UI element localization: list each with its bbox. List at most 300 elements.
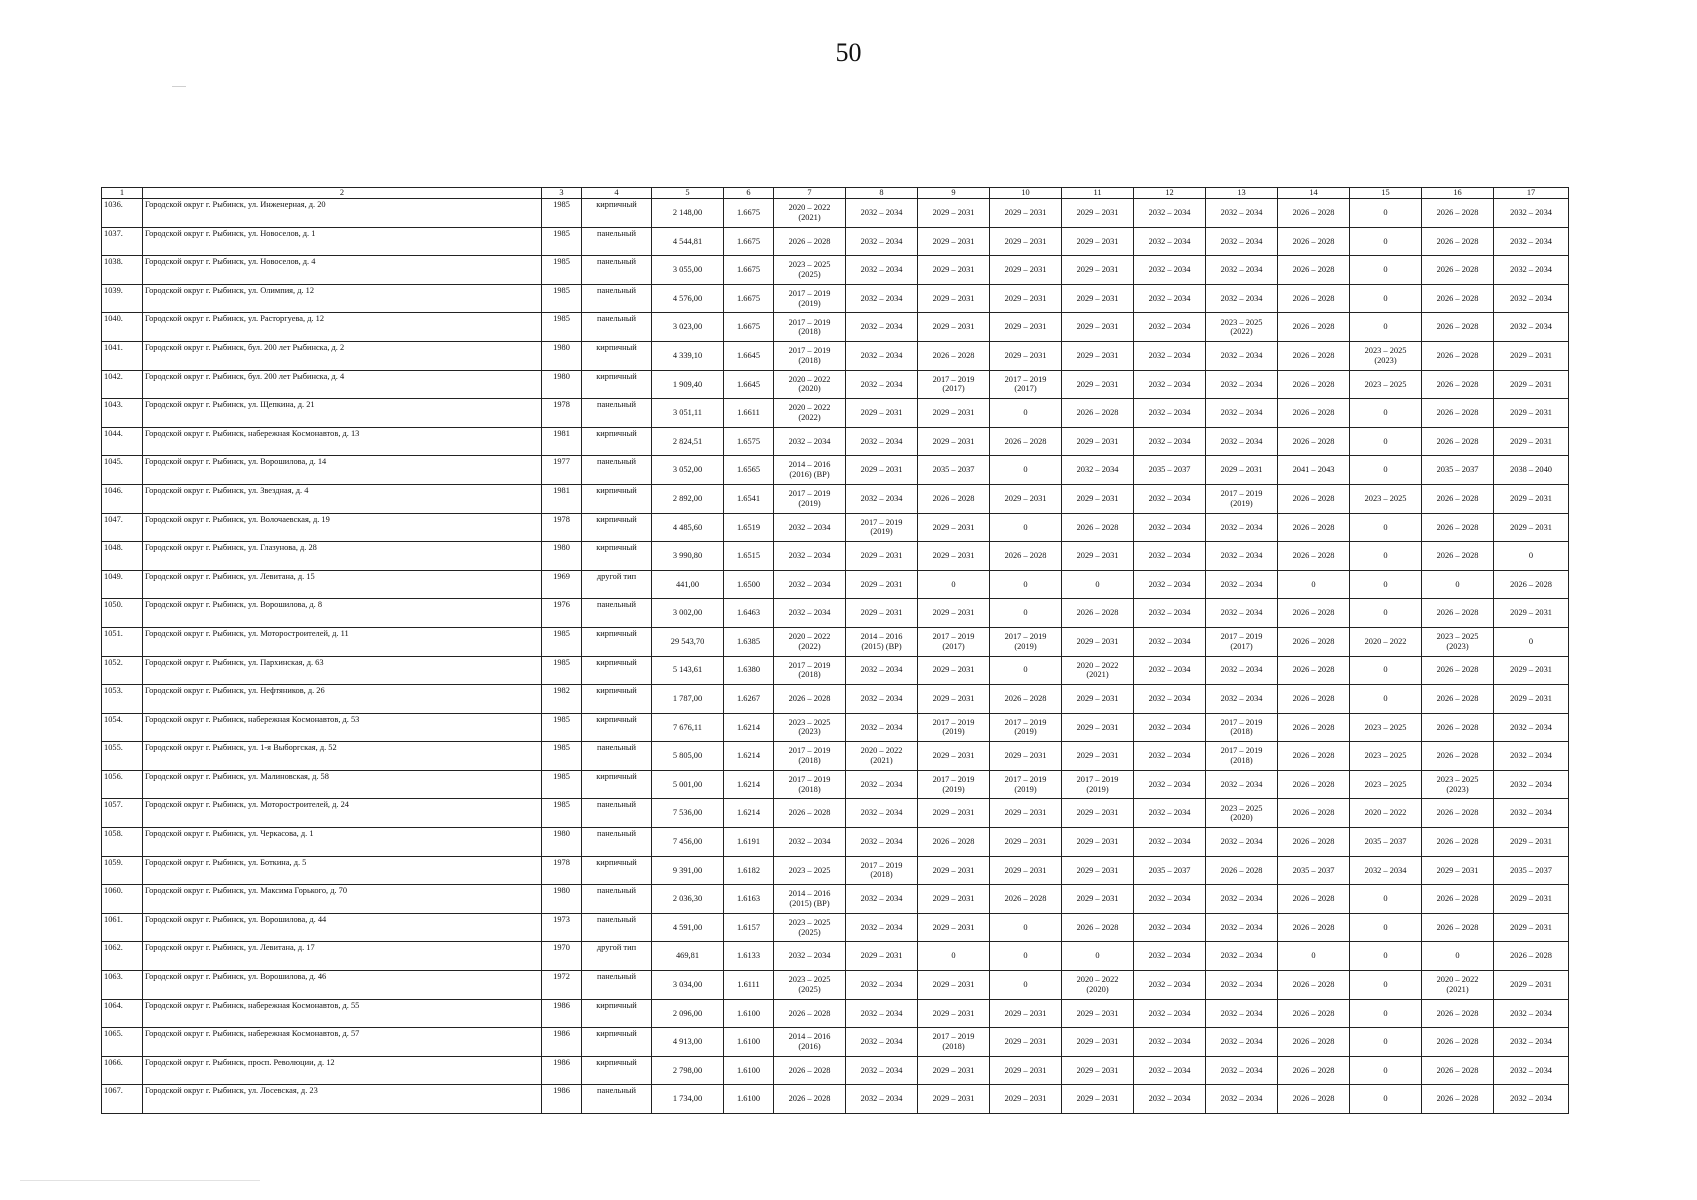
table-cell: 2029 – 2031 [990, 828, 1062, 857]
table-cell: 2032 – 2034 [1134, 227, 1206, 256]
table-cell: 2032 – 2034 [1134, 370, 1206, 399]
table-cell: 2032 – 2034 [1494, 284, 1569, 313]
table-cell: 469,81 [652, 942, 724, 971]
table-cell: 3 051,11 [652, 399, 724, 428]
table-cell: 1977 [542, 456, 582, 485]
column-header-15: 15 [1350, 188, 1422, 199]
table-cell: 1.6111 [724, 971, 774, 1000]
table-cell: 2032 – 2034 [1134, 885, 1206, 914]
table-cell: 2029 – 2031 [1494, 913, 1569, 942]
table-cell: 2017 – 2019 (2018) [774, 770, 846, 799]
table-cell: 2026 – 2028 [918, 484, 990, 513]
table-cell: 1049. [102, 570, 143, 599]
table-cell: 2026 – 2028 [990, 885, 1062, 914]
table-cell: 0 [990, 513, 1062, 542]
table-cell: 2026 – 2028 [1422, 713, 1494, 742]
table-cell: 1.6500 [724, 570, 774, 599]
table-cell: 0 [1350, 999, 1422, 1028]
table-cell: 2029 – 2031 [990, 284, 1062, 313]
table-cell: 1.6541 [724, 484, 774, 513]
table-cell: 2032 – 2034 [1206, 999, 1278, 1028]
table-cell: панельный [582, 313, 652, 342]
table-cell: 2032 – 2034 [1494, 999, 1569, 1028]
table-cell: 0 [1350, 1085, 1422, 1114]
table-cell: 1040. [102, 313, 143, 342]
table-row [102, 999, 1569, 1028]
table-row [102, 942, 1569, 971]
table-cell: 2026 – 2028 [1062, 599, 1134, 628]
table-cell: 1.6675 [724, 284, 774, 313]
table-cell: 1985 [542, 284, 582, 313]
table-cell: 2032 – 2034 [1134, 341, 1206, 370]
table-cell: Городской округ г. Рыбинск, ул. Звездная, д. 4 [143, 484, 542, 513]
table-cell: 2029 – 2031 [1494, 370, 1569, 399]
column-header-11: 11 [1062, 188, 1134, 199]
page-number: 50 [835, 38, 862, 67]
table-cell: 2032 – 2034 [1494, 1028, 1569, 1057]
table-cell: 1043. [102, 399, 143, 428]
table-cell: 1062. [102, 942, 143, 971]
table-cell: Городской округ г. Рыбинск, ул. 1-я Выборгская, д. 52 [143, 742, 542, 771]
table-cell: 2026 – 2028 [1422, 542, 1494, 571]
table-cell: 2026 – 2028 [1422, 313, 1494, 342]
table-cell: 1064. [102, 999, 143, 1028]
table-cell: 2026 – 2028 [990, 685, 1062, 714]
table-cell: 2026 – 2028 [1278, 1056, 1350, 1085]
table-cell: 2032 – 2034 [774, 828, 846, 857]
table-cell: панельный [582, 885, 652, 914]
table-cell: 2032 – 2034 [1134, 942, 1206, 971]
table-cell: 2032 – 2034 [846, 256, 918, 285]
table-cell: 2029 – 2031 [1494, 484, 1569, 513]
table-cell: 2032 – 2034 [1206, 1056, 1278, 1085]
table-cell: 2029 – 2031 [1062, 542, 1134, 571]
table-cell: 0 [1494, 542, 1569, 571]
table-cell: 2032 – 2034 [1206, 199, 1278, 228]
table-cell: 1980 [542, 542, 582, 571]
table-cell: 1038. [102, 256, 143, 285]
table-cell: 1.6267 [724, 685, 774, 714]
table-cell: 0 [1350, 599, 1422, 628]
table-cell: 2032 – 2034 [1206, 227, 1278, 256]
table-row [102, 828, 1569, 857]
table-cell: 2029 – 2031 [1062, 199, 1134, 228]
table-cell: 2032 – 2034 [1206, 828, 1278, 857]
table-cell: 1985 [542, 227, 582, 256]
table-row [102, 656, 1569, 685]
table-cell: 1.6380 [724, 656, 774, 685]
table-cell: 2029 – 2031 [1062, 828, 1134, 857]
table-cell: 2026 – 2028 [1278, 599, 1350, 628]
table-cell: 2026 – 2028 [774, 999, 846, 1028]
table-cell: 2029 – 2031 [918, 1056, 990, 1085]
table-cell: 1985 [542, 713, 582, 742]
table-cell: Городской округ г. Рыбинск, набережная Космонавтов, д. 57 [143, 1028, 542, 1057]
table-row [102, 885, 1569, 914]
table-cell: Городской округ г. Рыбинск, ул. Боткина, д. 5 [143, 856, 542, 885]
table-cell: 4 591,00 [652, 913, 724, 942]
table-cell: Городской округ г. Рыбинск, бул. 200 лет Рыбинска, д. 2 [143, 341, 542, 370]
table-cell: Городской округ г. Рыбинск, ул. Моторостроителей, д. 11 [143, 627, 542, 656]
table-row [102, 427, 1569, 456]
table-cell: 2017 – 2019 (2019) [846, 513, 918, 542]
table-cell: 2032 – 2034 [846, 341, 918, 370]
table-cell: 2029 – 2031 [990, 856, 1062, 885]
table-cell: 2032 – 2034 [1206, 399, 1278, 428]
table-cell: 29 543,70 [652, 627, 724, 656]
table-cell: 2029 – 2031 [918, 799, 990, 828]
table-cell: 1981 [542, 484, 582, 513]
table-cell: кирпичный [582, 685, 652, 714]
table-cell: 2032 – 2034 [1206, 971, 1278, 1000]
table-cell: 2026 – 2028 [1278, 770, 1350, 799]
table-cell: 2032 – 2034 [1134, 284, 1206, 313]
table-cell: 2032 – 2034 [1206, 942, 1278, 971]
table-cell: 2032 – 2034 [1494, 256, 1569, 285]
table-cell: 2026 – 2028 [1278, 885, 1350, 914]
table-cell: 2026 – 2028 [1422, 370, 1494, 399]
table-cell: 2017 – 2019 (2018) [774, 656, 846, 685]
table-cell: 2026 – 2028 [774, 685, 846, 714]
table-cell: 1054. [102, 713, 143, 742]
table-cell: 2029 – 2031 [1494, 828, 1569, 857]
table-cell: кирпичный [582, 341, 652, 370]
table-cell: 1053. [102, 685, 143, 714]
table-cell: 2029 – 2031 [990, 313, 1062, 342]
table-cell: Городской округ г. Рыбинск, ул. Глазунова, д. 28 [143, 542, 542, 571]
table-cell: 2026 – 2028 [918, 341, 990, 370]
table-cell: 2029 – 2031 [1062, 999, 1134, 1028]
table-cell: 2032 – 2034 [1206, 427, 1278, 456]
table-cell: 2032 – 2034 [1134, 542, 1206, 571]
table-row [102, 484, 1569, 513]
table-row [102, 456, 1569, 485]
table-cell: 2032 – 2034 [1134, 713, 1206, 742]
table-row [102, 913, 1569, 942]
table-cell: 0 [990, 399, 1062, 428]
table-cell: 2 148,00 [652, 199, 724, 228]
table-cell: 2020 – 2022 (2021) [1422, 971, 1494, 1000]
table-row [102, 742, 1569, 771]
table-cell: 9 391,00 [652, 856, 724, 885]
table-cell: 2026 – 2028 [1206, 856, 1278, 885]
table-cell: 2026 – 2028 [774, 227, 846, 256]
table-cell: 2032 – 2034 [774, 427, 846, 456]
table-cell: 1055. [102, 742, 143, 771]
table-cell: кирпичный [582, 484, 652, 513]
table-cell: 0 [1350, 942, 1422, 971]
table-cell: 2032 – 2034 [1206, 570, 1278, 599]
table-cell: 2032 – 2034 [1350, 856, 1422, 885]
table-cell: 2041 – 2043 [1278, 456, 1350, 485]
table-cell: 0 [918, 942, 990, 971]
table-cell: 3 055,00 [652, 256, 724, 285]
table-cell: 1046. [102, 484, 143, 513]
table-row [102, 971, 1569, 1000]
table-cell: 2032 – 2034 [1134, 971, 1206, 1000]
table-cell: 2020 – 2022 [1350, 799, 1422, 828]
table-cell: 2026 – 2028 [1422, 685, 1494, 714]
table-cell: 2029 – 2031 [846, 456, 918, 485]
table-cell: 2029 – 2031 [990, 1085, 1062, 1114]
table-cell: 1978 [542, 856, 582, 885]
table-cell: 2026 – 2028 [1062, 399, 1134, 428]
table-row [102, 370, 1569, 399]
table-cell: 2023 – 2025 [1350, 713, 1422, 742]
table-row [102, 856, 1569, 885]
table-cell: 2017 – 2019 (2019) [918, 713, 990, 742]
table-cell: 2020 – 2022 (2021) [846, 742, 918, 771]
table-cell: 2020 – 2022 (2020) [1062, 971, 1134, 1000]
header-row [102, 188, 1569, 199]
table-cell: панельный [582, 828, 652, 857]
table-cell: Городской округ г. Рыбинск, ул. Новоселов, д. 1 [143, 227, 542, 256]
table-cell: 2032 – 2034 [846, 1056, 918, 1085]
table-cell: 2029 – 2031 [846, 399, 918, 428]
table-cell: 2032 – 2034 [846, 313, 918, 342]
table-cell: 2032 – 2034 [1494, 227, 1569, 256]
table-cell: 1.6214 [724, 713, 774, 742]
table-cell: 2020 – 2022 (2020) [774, 370, 846, 399]
table-cell: 2026 – 2028 [1422, 1085, 1494, 1114]
column-header-13: 13 [1206, 188, 1278, 199]
table-cell: 2029 – 2031 [1062, 484, 1134, 513]
table-cell: Городской округ г. Рыбинск, ул. Ворошилова, д. 8 [143, 599, 542, 628]
table-cell: 1.6214 [724, 799, 774, 828]
table-cell: Городской округ г. Рыбинск, ул. Ворошилова, д. 14 [143, 456, 542, 485]
table-cell: кирпичный [582, 370, 652, 399]
table-cell: 2023 – 2025 (2025) [774, 971, 846, 1000]
table-cell: 2032 – 2034 [1206, 513, 1278, 542]
table-cell: 1.6100 [724, 1028, 774, 1057]
table-cell: 2014 – 2016 (2015) (ВР) [774, 885, 846, 914]
table-cell: 2032 – 2034 [1062, 456, 1134, 485]
table-cell: 0 [1350, 542, 1422, 571]
table-cell: 1.6100 [724, 999, 774, 1028]
table-cell: 2026 – 2028 [1278, 313, 1350, 342]
table-cell: 2026 – 2028 [1278, 799, 1350, 828]
table-body [102, 199, 1569, 1114]
table-cell: 2029 – 2031 [918, 742, 990, 771]
table-cell: 4 576,00 [652, 284, 724, 313]
table-cell: 2029 – 2031 [1062, 799, 1134, 828]
table-cell: 2017 – 2019 (2018) [1206, 713, 1278, 742]
table-cell: 2020 – 2022 (2021) [1062, 656, 1134, 685]
table-cell: 1986 [542, 1085, 582, 1114]
table-cell: 2029 – 2031 [990, 256, 1062, 285]
table-cell: 2026 – 2028 [1422, 341, 1494, 370]
table-cell: 2029 – 2031 [846, 599, 918, 628]
table-cell: 2029 – 2031 [990, 484, 1062, 513]
table-cell: 0 [1350, 570, 1422, 599]
table-cell: 1.6157 [724, 913, 774, 942]
table-cell: 2029 – 2031 [990, 199, 1062, 228]
table-row [102, 627, 1569, 656]
table-cell: 1065. [102, 1028, 143, 1057]
table-cell: 0 [990, 913, 1062, 942]
table-cell: 1067. [102, 1085, 143, 1114]
table-cell: Городской округ г. Рыбинск, ул. Левитана, д. 15 [143, 570, 542, 599]
table-cell: 0 [1494, 627, 1569, 656]
table-cell: Городской округ г. Рыбинск, ул. Ворошилова, д. 46 [143, 971, 542, 1000]
table-cell: Городской округ г. Рыбинск, набережная Космонавтов, д. 13 [143, 427, 542, 456]
table-cell: панельный [582, 971, 652, 1000]
table-cell: 2026 – 2028 [774, 1085, 846, 1114]
table-cell: 2032 – 2034 [846, 799, 918, 828]
table-cell: 2023 – 2025 [1350, 742, 1422, 771]
table-cell: 2026 – 2028 [1422, 256, 1494, 285]
table-cell: 0 [990, 599, 1062, 628]
table-cell: 2029 – 2031 [1494, 656, 1569, 685]
table-cell: 1056. [102, 770, 143, 799]
table-cell: 2029 – 2031 [1422, 856, 1494, 885]
table-cell: 2032 – 2034 [1494, 1056, 1569, 1085]
table-cell: 2017 – 2019 (2019) [918, 770, 990, 799]
table-cell: 2026 – 2028 [990, 427, 1062, 456]
table-cell: 2026 – 2028 [774, 799, 846, 828]
table-cell: 2029 – 2031 [990, 1028, 1062, 1057]
table-cell: 2029 – 2031 [846, 570, 918, 599]
table-row [102, 685, 1569, 714]
table-cell: Городской округ г. Рыбинск, ул. Олимпия, д. 12 [143, 284, 542, 313]
table-cell: 2020 – 2022 (2022) [774, 399, 846, 428]
table-cell: 2026 – 2028 [1278, 913, 1350, 942]
table-cell: 1.6133 [724, 942, 774, 971]
table-cell: 2035 – 2037 [1134, 856, 1206, 885]
table-cell: Городской округ г. Рыбинск, ул. Ворошилова, д. 44 [143, 913, 542, 942]
table-cell: 2032 – 2034 [1134, 256, 1206, 285]
table-cell: 2017 – 2019 (2019) [990, 627, 1062, 656]
table-cell: 2032 – 2034 [774, 599, 846, 628]
table-cell: 2029 – 2031 [1062, 885, 1134, 914]
table-cell: Городской округ г. Рыбинск, набережная Космонавтов, д. 55 [143, 999, 542, 1028]
table-cell: 2023 – 2025 [774, 856, 846, 885]
table-cell: другой тип [582, 570, 652, 599]
table-cell: 0 [1350, 913, 1422, 942]
table-cell: 0 [1350, 971, 1422, 1000]
table-cell: 2026 – 2028 [774, 1056, 846, 1085]
table-cell: 2014 – 2016 (2016) [774, 1028, 846, 1057]
column-header-10: 10 [990, 188, 1062, 199]
table-cell: 1.6100 [724, 1056, 774, 1085]
table-cell: 1.6214 [724, 770, 774, 799]
table-cell: 0 [990, 456, 1062, 485]
table-cell: 2026 – 2028 [1422, 1028, 1494, 1057]
table-cell: 1985 [542, 656, 582, 685]
table-cell: 2029 – 2031 [1494, 399, 1569, 428]
table-cell: 1985 [542, 799, 582, 828]
table-cell: 2032 – 2034 [1134, 828, 1206, 857]
table-cell: Городской округ г. Рыбинск, ул. Инженерная, д. 20 [143, 199, 542, 228]
table-cell: 2017 – 2019 (2018) [774, 313, 846, 342]
table-cell: 2026 – 2028 [1278, 1085, 1350, 1114]
table-cell: 2023 – 2025 (2025) [774, 256, 846, 285]
table-cell: 1.6515 [724, 542, 774, 571]
table-cell: 4 544,81 [652, 227, 724, 256]
table-cell: 1037. [102, 227, 143, 256]
table-cell: 2032 – 2034 [1206, 913, 1278, 942]
table-cell: 2032 – 2034 [846, 1028, 918, 1057]
table-cell: 1986 [542, 999, 582, 1028]
column-header-2: 2 [143, 188, 542, 199]
table-cell: 2032 – 2034 [846, 713, 918, 742]
table-cell: 2026 – 2028 [1062, 513, 1134, 542]
table-cell: Городской округ г. Рыбинск, ул. Черкасова, д. 1 [143, 828, 542, 857]
table-cell: 2026 – 2028 [1278, 427, 1350, 456]
table-cell: 0 [1350, 456, 1422, 485]
table-cell: 2032 – 2034 [1494, 799, 1569, 828]
table-cell: 3 023,00 [652, 313, 724, 342]
table-cell: 2026 – 2028 [990, 542, 1062, 571]
table-cell: 2023 – 2025 (2022) [1206, 313, 1278, 342]
table-cell: 0 [990, 656, 1062, 685]
table-cell: 2029 – 2031 [1062, 742, 1134, 771]
table-cell: 2029 – 2031 [990, 999, 1062, 1028]
table-cell: 2029 – 2031 [1494, 427, 1569, 456]
column-header-17: 17 [1494, 188, 1569, 199]
table-cell: 1.6575 [724, 427, 774, 456]
table-row [102, 770, 1569, 799]
table-cell: 2026 – 2028 [1422, 199, 1494, 228]
column-header-3: 3 [542, 188, 582, 199]
table-cell: 2029 – 2031 [918, 913, 990, 942]
table-cell: кирпичный [582, 513, 652, 542]
table-cell: 0 [1350, 656, 1422, 685]
table-cell: 2029 – 2031 [1062, 370, 1134, 399]
table-cell: 441,00 [652, 570, 724, 599]
table-cell: 0 [1278, 570, 1350, 599]
table-cell: 7 676,11 [652, 713, 724, 742]
table-cell: 1980 [542, 341, 582, 370]
table-cell: 2029 – 2031 [846, 542, 918, 571]
table-cell: 2026 – 2028 [1278, 399, 1350, 428]
table-cell: 2026 – 2028 [1278, 713, 1350, 742]
table-cell: панельный [582, 399, 652, 428]
table-cell: 1970 [542, 942, 582, 971]
table-cell: другой тип [582, 942, 652, 971]
table-cell: 1.6611 [724, 399, 774, 428]
table-cell: 2026 – 2028 [918, 828, 990, 857]
table-cell: 1061. [102, 913, 143, 942]
table-cell: 2032 – 2034 [846, 770, 918, 799]
table-cell: 1.6100 [724, 1085, 774, 1114]
table-cell: 2026 – 2028 [1422, 399, 1494, 428]
table-cell: 2026 – 2028 [1422, 284, 1494, 313]
table-cell: 2014 – 2016 (2015) (ВР) [846, 627, 918, 656]
table-cell: 0 [1350, 284, 1422, 313]
table-cell: кирпичный [582, 199, 652, 228]
table-cell: 2026 – 2028 [1422, 484, 1494, 513]
table-cell: 2032 – 2034 [774, 942, 846, 971]
column-header-14: 14 [1278, 188, 1350, 199]
table-cell: 2026 – 2028 [1278, 685, 1350, 714]
table-cell: 1.6519 [724, 513, 774, 542]
table-cell: 2032 – 2034 [846, 427, 918, 456]
table-cell: 2026 – 2028 [1278, 513, 1350, 542]
table-cell: панельный [582, 456, 652, 485]
table-row [102, 199, 1569, 228]
table-cell: 2026 – 2028 [1278, 627, 1350, 656]
table-cell: 1 909,40 [652, 370, 724, 399]
table-cell: 2026 – 2028 [1278, 370, 1350, 399]
table-cell: 1 787,00 [652, 685, 724, 714]
table-cell: 2035 – 2037 [1134, 456, 1206, 485]
table-cell: 0 [1350, 427, 1422, 456]
table-cell: 2032 – 2034 [846, 999, 918, 1028]
table-cell: 5 001,00 [652, 770, 724, 799]
table-cell: 2017 – 2019 (2019) [990, 770, 1062, 799]
table-cell: 2032 – 2034 [1134, 999, 1206, 1028]
